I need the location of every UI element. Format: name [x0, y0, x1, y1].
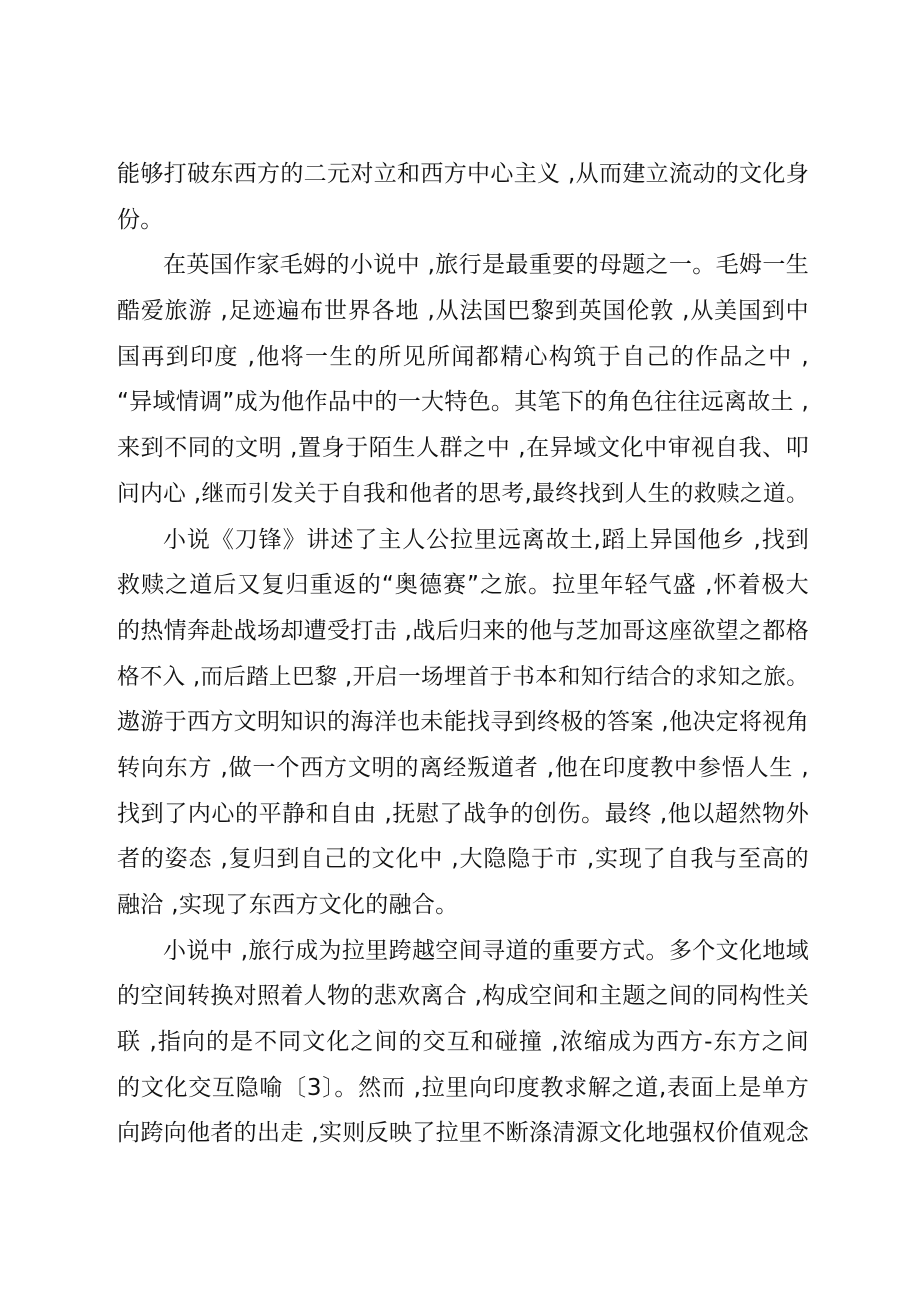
- text-line: 救赎之道后又复归重返的“奥德赛”之旅。拉里年轻气盛 ,怀着极大: [117, 572, 809, 599]
- text-line: 找到了内心的平静和自由 ,抚慰了战争的创伤。最终 ,他以超然物外: [117, 800, 809, 827]
- text-line: 小说《刀锋》讲述了主人公拉里远离故土,蹈上异国他乡 ,找到: [163, 526, 809, 553]
- text-line: 转向东方 ,做一个西方文明的离经叛道者 ,他在印度教中参悟人生 ,: [117, 754, 809, 781]
- paragraph: [117, 152, 809, 243]
- paragraph: [117, 518, 809, 929]
- text-line: 份。: [117, 206, 164, 233]
- text-line: 国再到印度 ,他将一生的所见所闻都精心构筑于自己的作品之中 ,: [117, 343, 809, 370]
- text-line: 在英国作家毛姆的小说中 ,旅行是最重要的母题之一。毛姆一生: [163, 252, 809, 279]
- text-line: 小说中 ,旅行成为拉里跨越空间寻道的重要方式。多个文化地域: [163, 937, 809, 964]
- text-line: 的文化交互隐喻〔3〕。然而 ,拉里向印度教求解之道,表面上是单方: [117, 1074, 809, 1101]
- text-line: 能够打破东西方的二元对立和西方中心主义 ,从而建立流动的文化身: [117, 161, 809, 187]
- text-line: 者的姿态 ,复归到自己的文化中 ,大隐隐于市 ,实现了自我与至高的: [117, 846, 809, 873]
- text-line: 向跨向他者的出走 ,实则反映了拉里不断涤清源文化地强权价值观念: [117, 1120, 809, 1147]
- text-line: 来到不同的文明 ,置身于陌生人群之中 ,在异域文化中审视自我、叩: [117, 435, 809, 462]
- text-line: 的热情奔赴战场却遭受打击 ,战后归来的他与芝加哥这座欲望之都格: [117, 617, 809, 644]
- body-text: [117, 152, 809, 1157]
- text-line: 遨游于西方文明知识的海洋也未能找寻到终极的答案 ,他决定将视角: [117, 709, 809, 736]
- paragraph: [117, 243, 809, 517]
- text-line: 格不入 ,而后踏上巴黎 ,开启一场埋首于书本和知行结合的求知之旅。: [117, 663, 809, 690]
- text-line: 的空间转换对照着人物的悲欢离合 ,构成空间和主题之间的同构性关: [117, 983, 809, 1010]
- text-line: 联 ,指向的是不同文化之间的交互和碰撞 ,浓缩成为西方-东方之间: [117, 1029, 809, 1056]
- text-line: 融洽 ,实现了东西方文化的融合。: [117, 892, 459, 918]
- paragraph: [117, 929, 809, 1157]
- text-line: “异域情调”成为他作品中的一大特色。其笔下的角色往往远离故土 ,: [117, 389, 810, 416]
- text-line: 酷爱旅游 ,足迹遍布世界各地 ,从法国巴黎到英国伦敦 ,从美国到中: [117, 298, 809, 325]
- text-line: 问内心 ,继而引发关于自我和他者的思考,最终找到人生的救赎之道。: [117, 480, 809, 507]
